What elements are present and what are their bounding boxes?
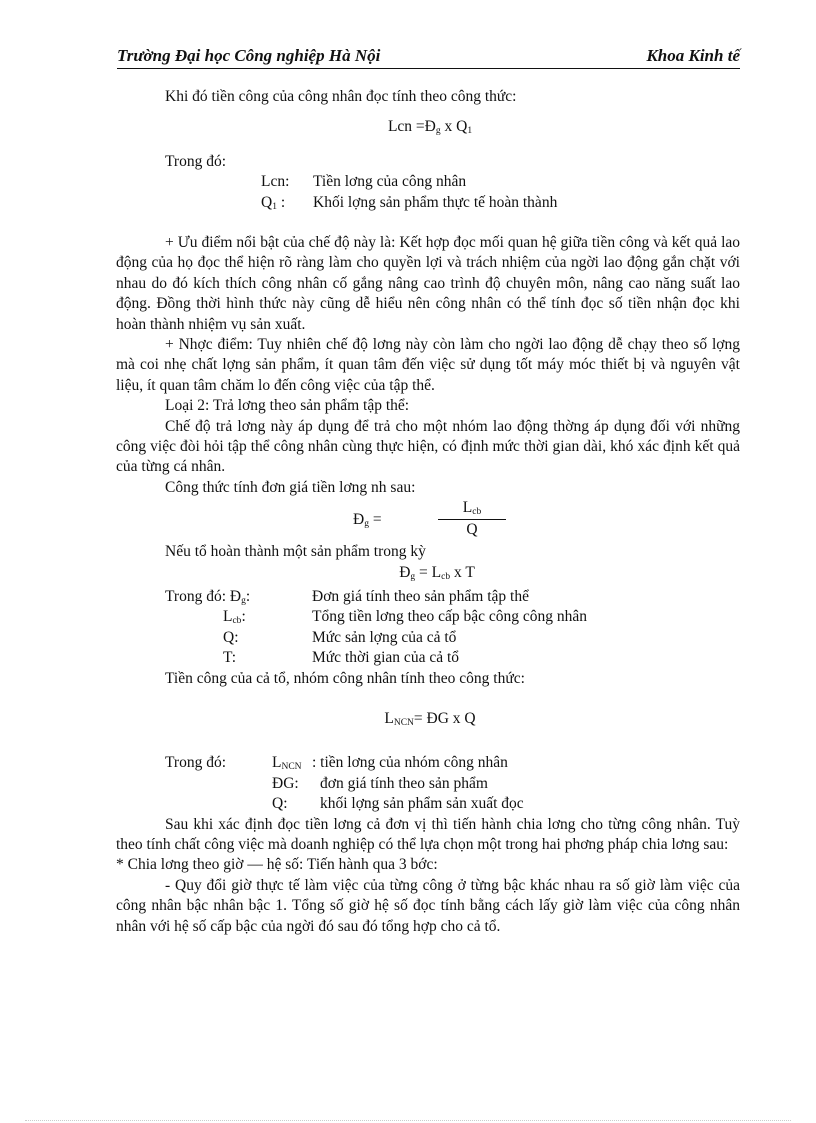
document-body	[116, 87, 740, 937]
unit-price-fraction: $Đ_g$ = $L_{cb}$ Q	[116, 498, 740, 542]
if-line: Nếu tổ hoàn thành một sản phẩm trong kỳ	[165, 543, 426, 561]
header-faculty: Khoa Kinh tế	[646, 46, 740, 65]
where-label: Trong đó:	[165, 152, 227, 170]
def-t: T: Mức thời gian của cả tổ	[223, 649, 460, 667]
def-lncn: Trong đó: $L_{NCN}$ : tiền lơng của nhóm công nhân	[165, 754, 508, 773]
step1-paragraph: - Quy đổi giờ thực tế làm việc của từng công ở từng bậc khác nhau ra số giờ làm việc của công nhân bậc nhân bậc 1. Tổng số giờ hệ số đọc tính bằng cách lấy giờ làm việc của công nhân nhân với hệ số cấp bậc của ngời đó sau đó tổng hợp cho cả tổ.	[116, 876, 740, 935]
page-header	[117, 46, 740, 69]
formula-lncn: $L_{NCN}=$ ĐG x Q	[384, 710, 476, 729]
def-lcn: Lcn: Tiền lơng của công nhân	[261, 173, 467, 191]
advantage-paragraph: + Ưu điểm nổi bật của chế độ này là: Kết hợp đọc mối quan hệ giữa tiền công và kết quả lao động của họ đọc thể hiện rõ ràng làm cho quyền lợi và trách nhiệm của ngời lao động gắn chặt với nhau do đó kích thích công nhân cố gắng nâng cao trình độ chuyên môn, nâng cao năng suất lao động. Đồng thời hình thức này cũng dễ hiểu nên công nhân có thể tính đọc số tiền nhận đọc khi hoàn thành nhiệm vụ sản xuất.	[116, 234, 740, 333]
unit-price-line: Công thức tính đơn giá tiền lơng nh sau:	[165, 478, 416, 496]
def-dg: ĐG: đơn giá tính theo sản phẩm	[272, 774, 488, 792]
header-university: Trường Đại học Công nghiệp Hà Nội	[117, 46, 381, 65]
group-formula-line: Tiền công của cả tổ, nhóm công nhân tính theo công thức:	[165, 669, 525, 687]
formula-lcn: Lcn $=Đ_g$ x $Q_1$	[387, 118, 473, 137]
page-bottom-dotted-line	[25, 1120, 791, 1121]
distribution-paragraph: Sau khi xác định đọc tiền lơng cả đơn vị thì tiến hành chia lơng cho từng công nhân. Tuỳ theo tính chất công việc mà doanh nghiệp có thể lựa chọn một trong hai phơng pháp chia lơng sau:	[116, 815, 740, 854]
disadvantage-paragraph: + Nhợc điểm: Tuy nhiên chế độ lơng này còn làm cho ngời lao động dễ chạy theo số lợng mà coi nhẹ chất lợng sản phẩm, ít quan tâm đến việc sử dụng tốt máy móc thiết bị và nguyên vật liệu, ít quan tâm chăm lo đến công việc của tập thể.	[116, 336, 740, 394]
def-lcb: $L_{cb}$: Tổng tiền lơng theo cấp bậc công công nhân	[223, 608, 588, 627]
formula-dg: $Đ_g = L_{cb}$ x T	[399, 563, 475, 582]
def-q: Q: Mức sản lợng của cả tổ	[223, 628, 457, 646]
def-q-group: Q: khối lợng sản phẩm sản xuất đọc	[272, 795, 524, 813]
method-heading: * Chia lơng theo giờ — hệ số: Tiến hành qua 3 bớc:	[116, 856, 438, 874]
type2-heading: Loại 2: Trả lơng theo sản phẩm tập thể:	[165, 397, 410, 415]
def-q1: $Q_1$ : Khối lợng sản phẩm thực tế hoàn thành	[261, 193, 558, 212]
intro-line: Khi đó tiền công của công nhân đọc tính theo công thức:	[165, 88, 517, 105]
type2-description: Chế độ trả lơng này áp dụng để trả cho một nhóm lao động thờng áp dụng đối với những công việc đòi hỏi tập thể công nhân cùng thực hiện, có định mức thời gian dài, khó xác định kết quả của từng cá nhân.	[116, 417, 740, 476]
where-dg: Trong đó: $Đ_g$: Đơn giá tính theo sản phẩm tập thể	[165, 588, 529, 607]
